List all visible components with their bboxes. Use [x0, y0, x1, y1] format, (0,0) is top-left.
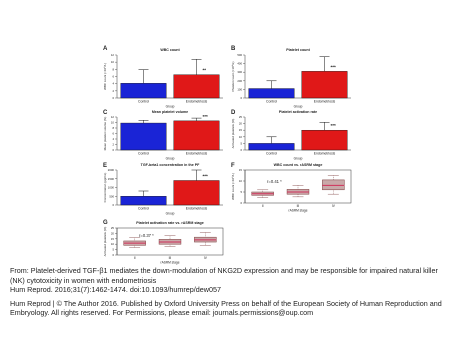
significance-mark: *** [202, 173, 208, 179]
panel-title: Mean platelet volume [151, 110, 189, 114]
significance-mark: ** [202, 67, 207, 73]
y-axis-label: Mean platelet volume (fL) [103, 116, 107, 151]
y-tick-label: 100 [237, 87, 242, 92]
bar-control [121, 83, 167, 98]
bar-endometriosis [174, 75, 220, 98]
y-tick-label: 20 [110, 231, 114, 236]
x-tick-label: Control [266, 99, 277, 104]
panel-letter: E [103, 163, 108, 169]
y-tick-label: 6 [112, 131, 114, 136]
y-axis-label: Activated platelets (%) [103, 226, 107, 257]
x-axis-label: Group [165, 156, 175, 161]
panel-letter: G [103, 220, 108, 226]
x-tick-label: Control [266, 151, 277, 156]
panel-title: WBC count vs. rASRM stage [273, 163, 323, 167]
x-tick-label: III [296, 204, 300, 208]
x-axis-label: Group [165, 104, 175, 109]
panel-letter: F [231, 163, 235, 169]
x-tick-label: Control [138, 99, 149, 104]
correlation-label: r=0.37 * [139, 233, 154, 238]
panel-title: Platelet activation rate [278, 110, 318, 114]
bar-control [121, 196, 167, 205]
y-tick-label: 0 [112, 96, 114, 100]
significance-mark: *** [330, 64, 336, 70]
bar-endometriosis [302, 130, 348, 150]
y-tick-label: 15 [238, 168, 242, 172]
panel-title: Platelet count [286, 48, 310, 52]
caption-copyright: Hum Reprod | © The Author 2016. Published by Oxford University Press on behalf of the European Society of Human Reproduction and Embryology. All rights reserved. For Permissions, please email: journals.permissions@oup.com [10, 298, 442, 318]
y-tick-label: 15 [110, 236, 114, 241]
y-tick-label: 12 [110, 53, 114, 57]
y-tick-label: 20 [238, 121, 242, 126]
significance-mark: *** [330, 123, 336, 129]
significance-mark: *** [202, 113, 208, 119]
y-tick-label: 4 [112, 137, 114, 141]
y-tick-label: 0 [240, 201, 242, 205]
y-tick-label: 10 [238, 179, 242, 183]
caption-citation: Hum Reprod. 2016;31(7):1462-1474. doi:10.1093/humrep/dew057 [10, 285, 221, 295]
y-tick-label: 10 [110, 242, 114, 247]
panel-title: TGF-beta1 concentration in the PF [140, 163, 200, 167]
y-tick-label: 400 [237, 61, 242, 66]
x-tick-label: II [261, 204, 264, 208]
x-axis-label: Group [293, 156, 303, 161]
y-tick-label: 2000 [107, 168, 114, 172]
y-tick-label: 10 [110, 120, 114, 125]
x-tick-label: Endometriosis [313, 151, 336, 156]
x-axis-label: Group [165, 211, 175, 216]
x-tick-label: Endometriosis [185, 206, 208, 211]
y-tick-label: 500 [237, 53, 242, 57]
y-tick-label: 0 [240, 148, 242, 152]
y-tick-label: 2 [112, 88, 114, 93]
y-axis-label: Platelet count (×10⁹/L) [231, 61, 235, 92]
y-axis-label: Activated platelets (%) [231, 118, 235, 149]
x-tick-label: Endometriosis [313, 99, 336, 104]
panel-title: WBC count [160, 48, 180, 52]
x-axis-label: rASRM stage [288, 208, 308, 213]
x-tick-label: Endometriosis [185, 99, 208, 104]
y-tick-label: 5 [240, 141, 242, 146]
y-tick-label: 8 [112, 126, 114, 130]
x-tick-label: III [168, 256, 172, 260]
x-tick-label: IV [331, 204, 335, 208]
caption [10, 266, 446, 318]
caption-source: From: Platelet-derived TGF-β1 mediates the down-modulation of NKG2D expression and may be responsible for impaired natural killer (NK) cytotoxicity in women with endometriosis [10, 266, 438, 285]
y-tick-label: 0 [112, 253, 114, 257]
y-tick-label: 12 [110, 115, 114, 119]
y-tick-label: 0 [240, 96, 242, 100]
y-tick-label: 0 [112, 203, 114, 207]
y-tick-label: 6 [112, 74, 114, 79]
y-tick-label: 300 [237, 70, 242, 75]
bar-endometriosis [302, 71, 348, 98]
panel-letter: C [103, 110, 108, 116]
panel-title: Platelet activation rate vs. rASRM stage [136, 221, 204, 225]
panel-letter: A [103, 46, 108, 52]
box [322, 180, 344, 190]
panel-letter: D [231, 110, 236, 116]
y-axis-label: WBC count (×10⁹/L) [103, 63, 107, 90]
y-tick-label: 5 [240, 190, 242, 194]
y-axis-label: Concentration (pg/mL) [103, 172, 107, 203]
panel-letter: B [231, 46, 236, 52]
x-tick-label: IV [203, 256, 207, 260]
y-tick-label: 200 [237, 78, 242, 83]
bar-control [249, 143, 295, 150]
y-tick-label: 1000 [107, 185, 114, 190]
bar-control [249, 89, 295, 98]
y-tick-label: 500 [109, 194, 114, 199]
y-tick-label: 15 [238, 128, 242, 133]
correlation-label: r=0.41 * [267, 179, 282, 184]
x-tick-label: Control [138, 151, 149, 156]
x-tick-label: II [133, 256, 136, 260]
y-tick-label: 5 [112, 247, 114, 252]
y-tick-label: 1500 [107, 176, 114, 181]
y-tick-label: 4 [112, 81, 114, 86]
y-tick-label: 10 [110, 60, 114, 65]
y-axis-label: WBC count (×10⁹/L) [231, 173, 235, 200]
y-tick-label: 0 [112, 148, 114, 152]
x-axis-label: Group [293, 104, 303, 109]
y-tick-label: 8 [112, 67, 114, 72]
bar-control [121, 123, 167, 150]
bar-endometriosis [174, 181, 220, 206]
y-tick-label: 10 [238, 134, 242, 139]
x-axis-label: rASRM stage [160, 260, 180, 265]
y-tick-label: 25 [110, 226, 114, 230]
y-tick-label: 2 [112, 142, 114, 147]
y-tick-label: 25 [238, 115, 242, 119]
bar-endometriosis [174, 121, 220, 150]
x-tick-label: Control [138, 206, 149, 211]
x-tick-label: Endometriosis [185, 151, 208, 156]
